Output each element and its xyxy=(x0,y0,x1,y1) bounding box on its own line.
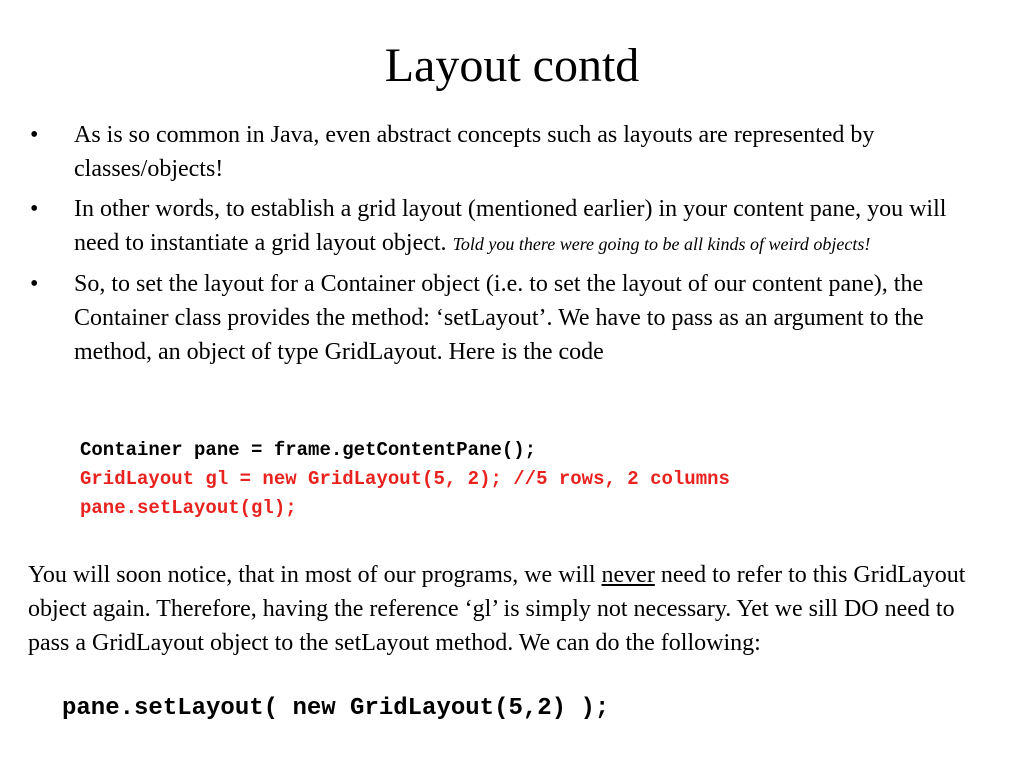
bullet-text: As is so common in Java, even abstract concepts such as layouts are represented by classes/objects! xyxy=(74,122,875,182)
bullet-text: So, to set the layout for a Container object (i.e. to set the layout of our content pane), the Container class provides the method: ‘setLayout’. We have to pass as an argument to the method, an object of type GridLayout. Here is the code xyxy=(74,271,924,365)
bullet-note: Told you there were going to be all kinds of weird objects! xyxy=(452,234,871,254)
bullet-text: In other words, to establish a grid layout (mentioned earlier) in your content pane, you will need to instantiate a grid layout object. xyxy=(74,196,947,256)
bullet-list xyxy=(30,118,970,375)
bullet-item xyxy=(30,118,970,186)
bullet-marker: • xyxy=(30,271,39,297)
code-line: Container pane = frame.getContentPane(); xyxy=(80,439,537,461)
emphasis-text: never xyxy=(601,562,655,588)
code-line: GridLayout gl = new GridLayout(5, 2); //5 rows, 2 columns xyxy=(80,468,730,490)
slide-title: Layout contd xyxy=(384,39,640,92)
summary-text: need to refer to this GridLayout object again. Therefore, having the reference ‘gl’ is simply not necessary. Yet we sill DO need to pass a GridLayout object to the setLayout method. We can do the following: xyxy=(28,562,966,656)
bullet-marker: • xyxy=(30,122,39,148)
bullet-item xyxy=(30,192,970,261)
summary-paragraph xyxy=(28,558,968,660)
final-code-line: pane.setLayout( new GridLayout(5,2) ); xyxy=(62,695,610,722)
code-line: pane.setLayout(gl); xyxy=(80,497,297,519)
bullet-marker: • xyxy=(30,196,39,222)
code-block xyxy=(80,436,730,523)
summary-text: You will soon notice, that in most of our programs, we will xyxy=(28,562,602,588)
bullet-item xyxy=(30,267,970,369)
